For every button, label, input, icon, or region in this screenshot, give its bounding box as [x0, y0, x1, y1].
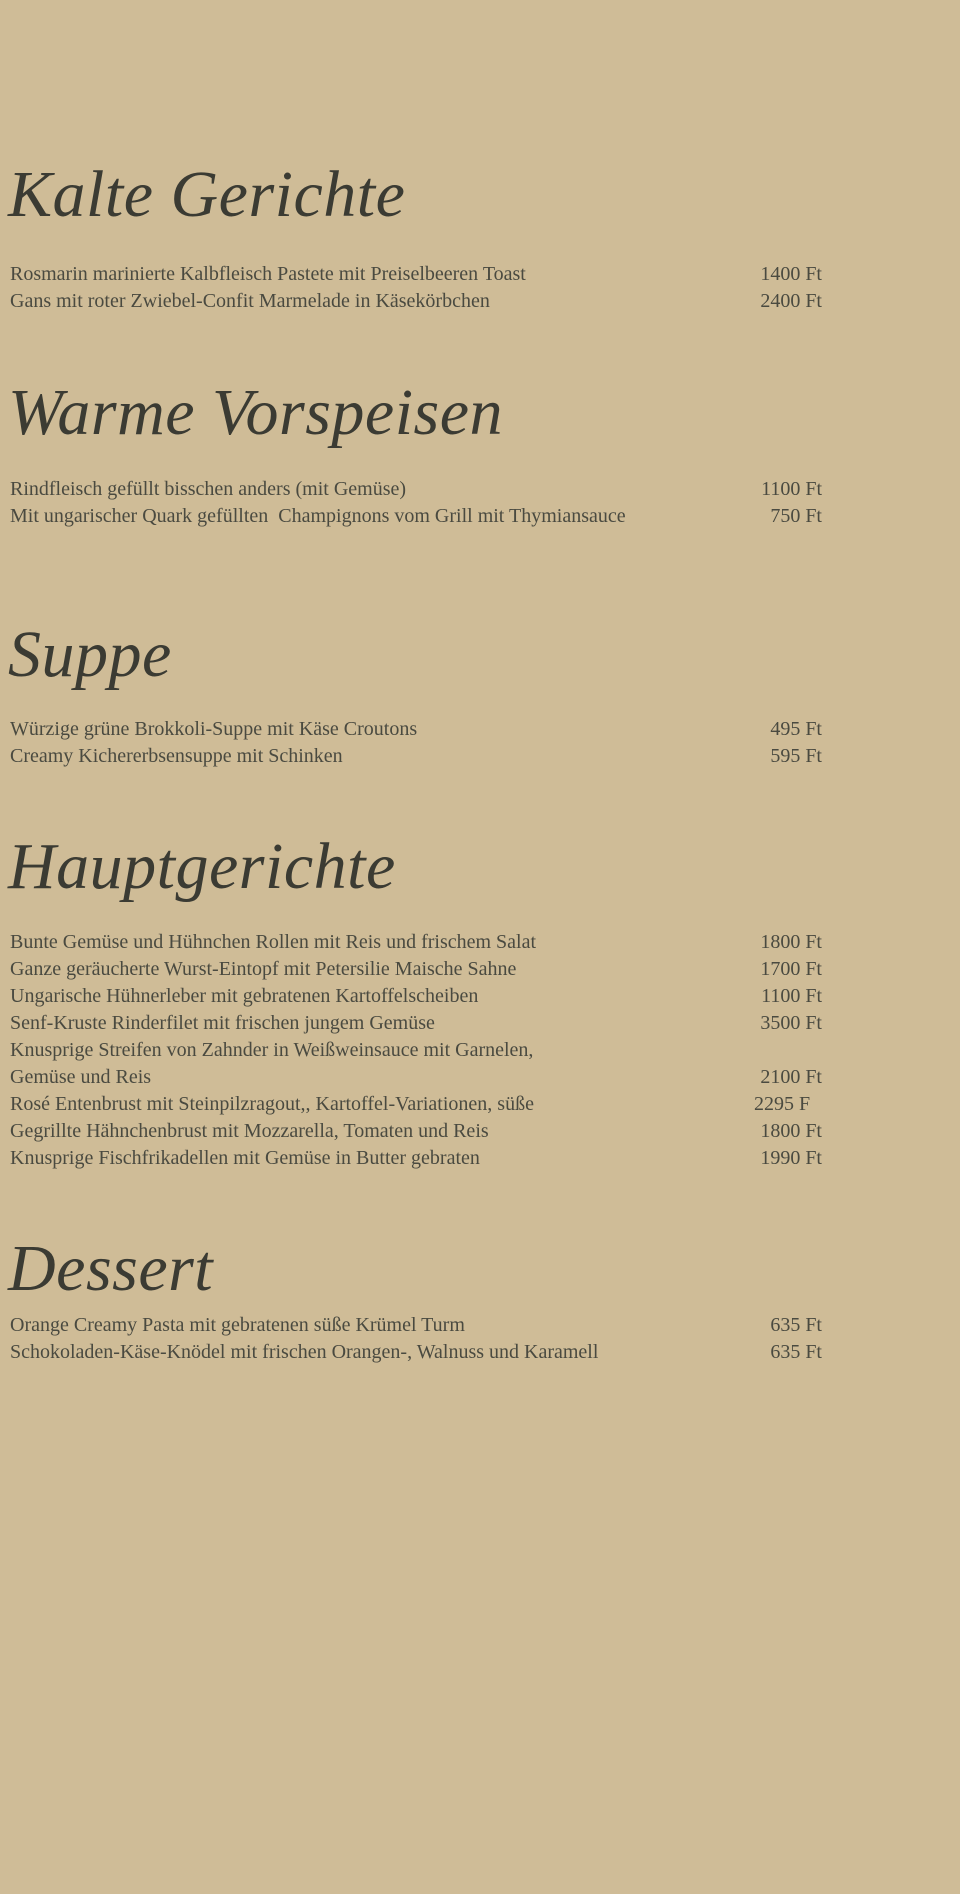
section-items-warme-vorspeisen: [10, 476, 822, 530]
menu-item: [10, 288, 822, 315]
item-price: 1100 Ft: [761, 985, 822, 1007]
item-price: 495 Ft: [770, 718, 822, 740]
section-items-suppe: [10, 716, 822, 770]
menu-item: [10, 716, 822, 743]
item-price: 1700 Ft: [760, 958, 822, 980]
section-title-suppe: Suppe: [8, 618, 172, 691]
menu-item: [10, 476, 822, 503]
menu-item: [10, 929, 822, 956]
section-title-hauptgerichte: Hauptgerichte: [8, 830, 396, 903]
item-name: Würzige grüne Brokkoli-Suppe mit Käse Croutons: [10, 718, 418, 740]
item-price: 1800 Ft: [760, 1120, 822, 1142]
item-price: 635 Ft: [770, 1341, 822, 1363]
item-price: 2100 Ft: [760, 1066, 822, 1088]
item-price: 635 Ft: [770, 1314, 822, 1336]
item-name: Knusprige Streifen von Zahnder in Weißweinsauce mit Garnelen, Gemüse und Reis: [10, 1039, 534, 1088]
section-title-kalte-gerichte: Kalte Gerichte: [8, 158, 406, 231]
menu-item: [10, 1010, 822, 1037]
menu-item: [10, 503, 822, 530]
item-price: 1800 Ft: [760, 931, 822, 953]
item-name: Schokoladen-Käse-Knödel mit frischen Orangen-, Walnuss und Karamell: [10, 1341, 599, 1363]
menu-item: [10, 1118, 822, 1145]
section-items-kalte-gerichte: [10, 261, 822, 315]
item-name: Mit ungarischer Quark gefüllten Champignons vom Grill mit Thymiansauce: [10, 505, 626, 527]
menu-item: [10, 743, 822, 770]
item-price: 595 Ft: [770, 745, 822, 767]
menu-item: [10, 261, 822, 288]
item-price: 1400 Ft: [760, 263, 822, 285]
item-price: 1100 Ft: [761, 478, 822, 500]
item-price: 2400 Ft: [760, 290, 822, 312]
section-title-dessert: Dessert: [8, 1232, 214, 1305]
menu-item: [10, 983, 822, 1010]
item-name: Rosmarin marinierte Kalbfleisch Pastete mit Preiselbeeren Toast: [10, 263, 526, 285]
menu-item: [10, 1091, 810, 1118]
item-name: Orange Creamy Pasta mit gebratenen süße Krümel Turm: [10, 1314, 465, 1336]
item-price: 750 Ft: [770, 505, 822, 527]
item-price: 1990 Ft: [760, 1147, 822, 1169]
item-name: Bunte Gemüse und Hühnchen Rollen mit Reis und frischem Salat: [10, 931, 537, 953]
item-name: Rindfleisch gefüllt bisschen anders (mit Gemüse): [10, 478, 407, 500]
menu-item: [10, 1339, 822, 1366]
section-items-hauptgerichte: [10, 929, 822, 1172]
item-price: 3500 Ft: [760, 1012, 822, 1034]
menu-item: [10, 1037, 822, 1091]
item-name: Gegrillte Hähnchenbrust mit Mozzarella, Tomaten und Reis: [10, 1120, 489, 1142]
item-name: Senf-Kruste Rinderfilet mit frischen jungem Gemüse: [10, 1012, 435, 1034]
item-name: Ganze geräucherte Wurst-Eintopf mit Petersilie Maische Sahne: [10, 958, 517, 980]
section-title-warme-vorspeisen: Warme Vorspeisen: [8, 376, 504, 449]
item-name: Ungarische Hühnerleber mit gebratenen Kartoffelscheiben: [10, 985, 479, 1007]
section-items-dessert: [10, 1312, 822, 1366]
menu-item: [10, 1145, 822, 1172]
item-price: 2295 F: [754, 1093, 811, 1115]
item-name: Gans mit roter Zwiebel-Confit Marmelade in Käsekörbchen: [10, 290, 490, 312]
item-name: Rosé Entenbrust mit Steinpilzragout,, Kartoffel-Variationen, süße: [10, 1093, 534, 1115]
menu-item: [10, 956, 822, 983]
item-name: Knusprige Fischfrikadellen mit Gemüse in Butter gebraten: [10, 1147, 480, 1169]
item-name: Creamy Kichererbsensuppe mit Schinken: [10, 745, 343, 767]
menu-item: [10, 1312, 822, 1339]
